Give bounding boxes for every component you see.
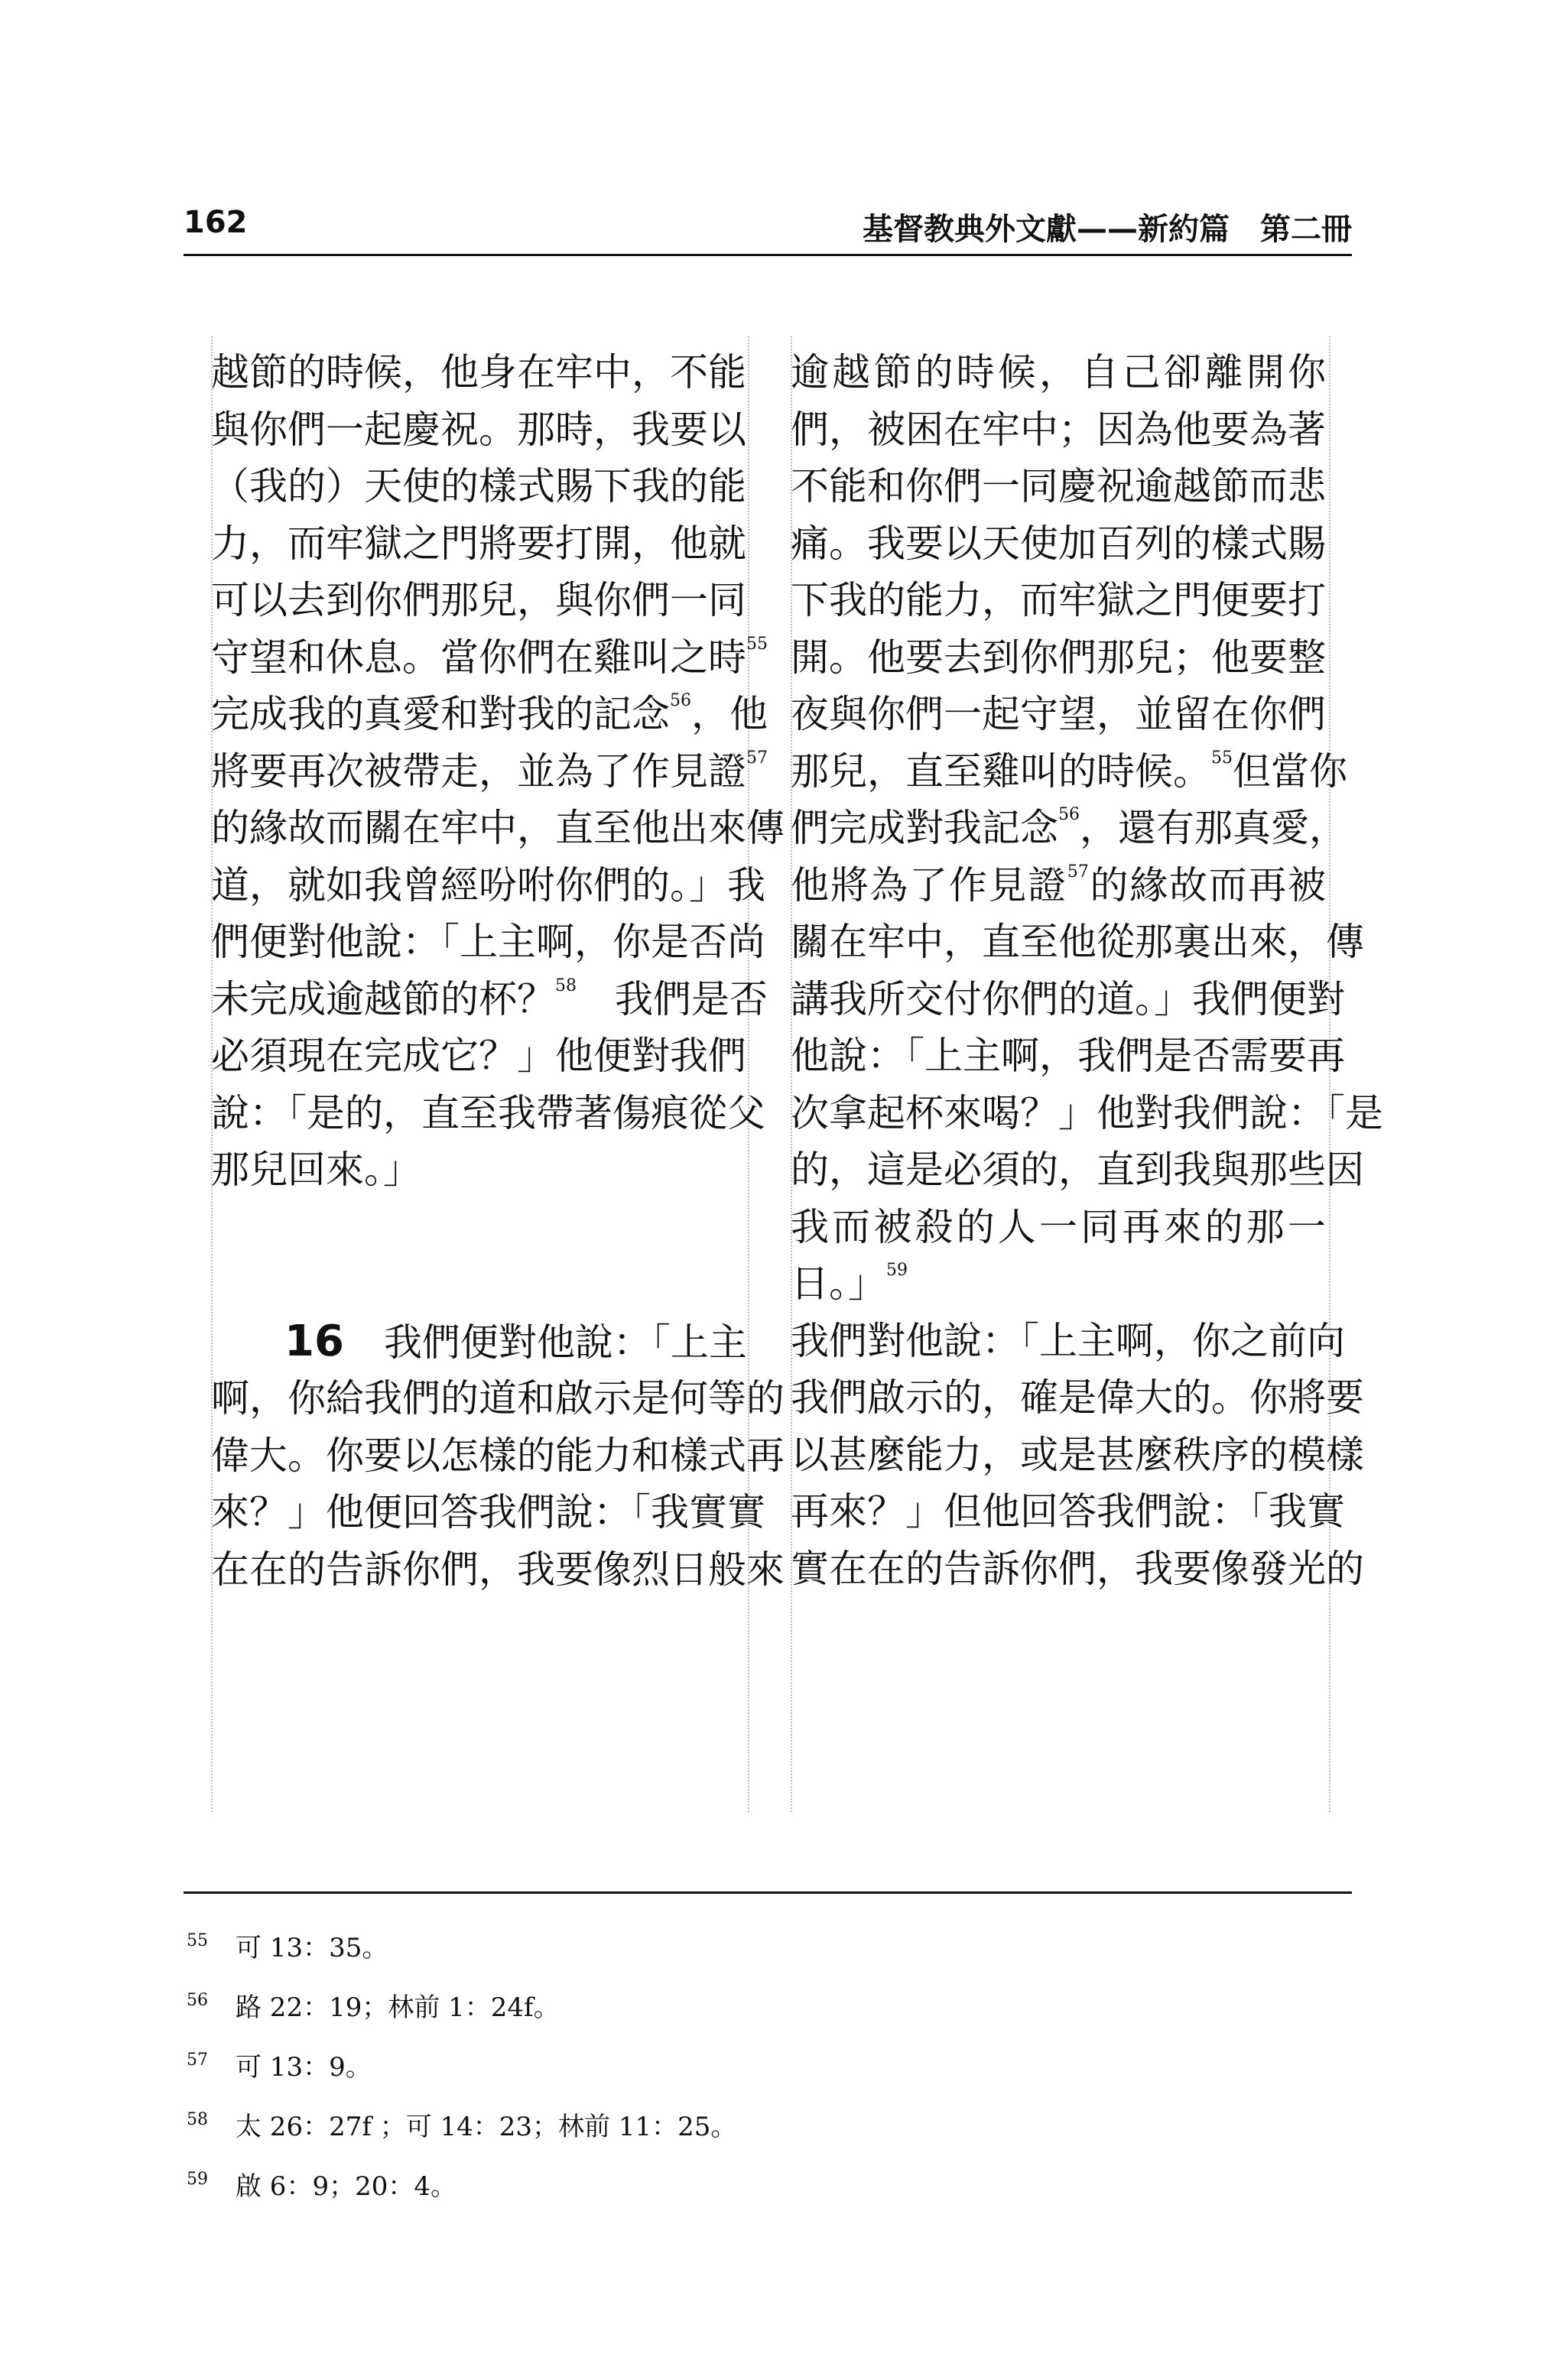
text-line: 說：「是的，直至我帶著傷痕從父	[211, 1090, 765, 1135]
footnote-58: 58 太 26：27f ；可 14：23；林前 11：25。	[187, 2110, 737, 2142]
note-ref-58: 58	[555, 976, 577, 995]
note-ref-55: 55	[1211, 748, 1233, 768]
text-line: 再來？」但他回答我們說：「我實	[791, 1489, 1345, 1534]
text-line: 那兒，直至雞叫的時候。$^{55}$但當你	[791, 748, 1347, 794]
footnote-57: 57 可 13：9。	[187, 2050, 372, 2083]
text-line: 他說：「上主啊，我們是否需要再	[791, 1034, 1345, 1078]
text-line: 夜與你們一起守望，並留在你們	[791, 692, 1326, 736]
text-line: 來？」他便回答我們說：「我實實	[211, 1490, 765, 1534]
text-line: 講我所交付你們的道。」我們便對	[791, 976, 1345, 1021]
footnote-rule	[184, 1891, 1352, 1894]
text-line: 未完成逾越節的杯？$^{58}$ 我們是否	[211, 976, 768, 1021]
note-ref-56: 56	[670, 691, 691, 710]
text-line: 偉大。你要以怎樣的能力和樣式再	[211, 1433, 785, 1478]
text-line: 實在在的告訴你們，我要像發光的	[791, 1546, 1364, 1591]
text-line: 越節的時候，他身在牢中，不能	[211, 350, 746, 395]
left-column-text	[211, 344, 785, 1598]
text-line: 痛。我要以天使加百列的樣式賜	[791, 521, 1326, 566]
note-ref-57: 57	[1067, 862, 1089, 882]
text-line: 關在牢中，直至他從那裏出來，傳	[791, 920, 1364, 964]
text-line: 不能和你們一同慶祝逾越節而悲	[791, 464, 1326, 508]
text-line: 在在的告訴你們，我要像烈日般來	[211, 1547, 785, 1592]
footnote-59: 59 啟 6：9；20：4。	[187, 2170, 456, 2202]
note-ref-56: 56	[1058, 805, 1080, 824]
text-line: 的緣故而關在牢中，直至他出來傳	[211, 806, 785, 850]
footnote-55: 55 可 13：35。	[187, 1931, 388, 1963]
text-line: 們，被困在牢中；因為他要為著	[791, 407, 1326, 452]
text-line: 與你們一起慶祝。那時，我要以	[211, 407, 746, 452]
footnote-56: 56 路 22：19；林前 1：24f。	[187, 1991, 560, 2023]
text-line: 必須現在完成它？」他便對我們	[211, 1034, 746, 1078]
text-line: 守望和休息。當你們在雞叫之時$^{55}$	[211, 634, 768, 680]
right-column-text	[791, 344, 1383, 1597]
text-line: 啊，你給我們的道和啟示是何等的	[211, 1376, 785, 1421]
header-rule	[184, 254, 1352, 256]
text-line: 他將為了作見證$^{57}$的緣故而再被	[791, 862, 1327, 908]
text-line: 我們對他說：「上主啊，你之前向	[791, 1318, 1345, 1363]
text-line: 力，而牢獄之門將要打開，他就	[211, 521, 746, 566]
running-title: 基督教典外文獻——新約篇 第二冊	[863, 212, 1352, 247]
text-line: 我們啟示的，確是偉大的。你將要	[791, 1375, 1364, 1420]
text-line: （我的）天使的樣式賜下我的能	[211, 464, 746, 508]
text-line: 日。」$^{59}$	[791, 1261, 908, 1306]
note-ref-55: 55	[746, 634, 768, 654]
text-line: 開。他要去到你們那兒；他要整	[791, 635, 1326, 680]
text-line: 們便對他說：「上主啊，你是否尚	[211, 920, 765, 964]
text-line: 我而被殺的人一同再來的那一	[791, 1204, 1326, 1249]
text-line: 完成我的真愛和對我的記念$^{56}$，他	[211, 691, 768, 736]
text-line: 逾越節的時候，自己卻離開你	[791, 350, 1326, 395]
text-line: 下我的能力，而牢獄之門便要打	[791, 578, 1326, 622]
text-line: 們完成對我記念$^{56}$，還有那真愛，	[791, 805, 1347, 850]
text-line: 將要再次被帶走，並為了作見證$^{57}$	[211, 748, 768, 794]
verse-16-first-line: 16 我們便對他說：「上主	[284, 1316, 747, 1366]
text-line: 道，就如我曾經吩咐你們的。」我	[211, 862, 765, 908]
footnotes	[187, 1927, 736, 2225]
text-line: 次拿起杯來喝？」他對我們說：「是	[791, 1090, 1383, 1135]
text-line: 以甚麼能力，或是甚麼秩序的模樣	[791, 1432, 1364, 1477]
page-number: 162	[184, 205, 248, 240]
verse-number: 16	[284, 1316, 344, 1366]
text-line: 可以去到你們那兒，與你們一同	[211, 578, 746, 622]
note-ref-59: 59	[886, 1261, 908, 1280]
text-line: 的，這是必須的，直到我與那些因	[791, 1148, 1364, 1192]
page-header	[184, 205, 1352, 254]
text-line: 那兒回來。」	[211, 1148, 421, 1192]
note-ref-57: 57	[746, 748, 768, 768]
